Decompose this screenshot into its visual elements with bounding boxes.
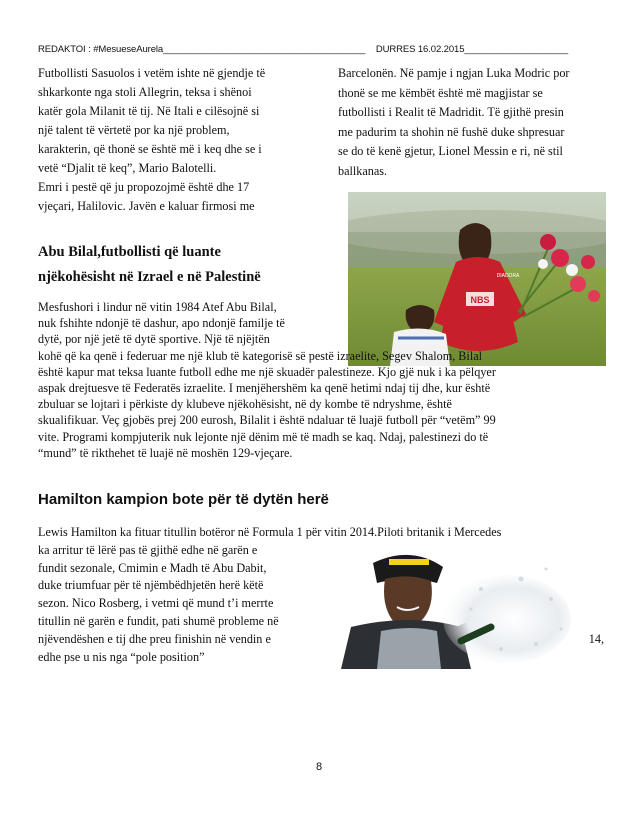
body-line-end: 14,: [588, 631, 604, 646]
text-line: Emri i pestë që ju propozojmë është dhe 17: [38, 180, 250, 194]
title-line: njëkohësisht në Izrael e në Palestinë: [38, 269, 261, 285]
body-line: “mund” të rikthehet të luajë në moshën 129-vjeçare.: [38, 445, 293, 460]
text-line: ballkanas.: [338, 163, 388, 178]
body-line: ka arritur të lërë pas të gjithë edhe në garën e: [38, 542, 258, 557]
body-line: aspak drejtuesve të Federatës izraelite. I menjëhershëm ka qenë hetimi ndaj tij dhe, kur është: [38, 380, 491, 395]
body-line-text: njëvendëshen e tij dhe preu finishin në vendin e: [38, 631, 271, 646]
page-header: [38, 44, 598, 58]
body-line: zbuluar se lojtari i përkiste dy klubeve njëkohësisht, në dy kombe të ndryshme, është: [38, 397, 452, 412]
text-line: Futbollisti Sasuolos i vetëm ishte në gjendje të: [38, 66, 266, 80]
body-line: skualifikuar. Veç gjobës prej 200 eurosh, Bilalit i është ndaluar të luajë futboll për “vetëm” 99: [38, 413, 496, 428]
body-line: sezon. Nico Rosberg, i vetmi që mund t’i merrte: [38, 596, 274, 611]
text-line: me padurim ta shohin në fushë duke shpresuar: [338, 124, 565, 139]
body-line: është kapur mat teksa luante futboll edhe me një skuadër palestineze. Kjo gjë nuk i ka pëlqyer: [38, 364, 496, 379]
body-line: nuk fshihte ndonjë të dashur, apo ndonjë familje të: [38, 316, 285, 331]
header-date: DURRES 16.02.2015____________________: [375, 44, 569, 55]
column-right: [338, 64, 603, 182]
body-line: titullin në garën e fundit, pati shumë probleme në: [38, 613, 279, 628]
body-line: fundit sezonale, Cmimin e Madh të Abu Dabit,: [38, 560, 267, 575]
text-line: vetë “Djalit të keq”, Mario Balotelli.: [38, 161, 217, 175]
text-line: thonë se me këmbët është më magjistar se: [338, 85, 543, 100]
text-line: vjeçari, Halilovic. Javën e kaluar firmosi me: [38, 199, 255, 213]
shirt-brand-text: DIADORA: [496, 273, 520, 279]
title-line: Abu Bilal,futbollisti që luante: [38, 244, 221, 260]
header-editor: REDAKTOI : #MesueseAurela_______________________________________: [38, 44, 366, 55]
body-line: duke triumfuar për të njëmbëdhjetën herë këtë: [38, 578, 264, 593]
text-line: karakterin, që thonë se është më i keq dhe se i: [38, 142, 262, 156]
article2-body: [38, 524, 604, 666]
text-line: Barcelonën. Në pamje i ngjan Luka Modric por: [338, 66, 570, 80]
body-line: dytë, por një jetë të dytë sportive. Një të njëjtën: [38, 332, 270, 347]
body-line: vite. Programi kompjuterik nuk lejonte një dënim më të madh se kaq. Ndaj, palestinezi do të: [38, 429, 489, 444]
page-number: 8: [315, 761, 323, 773]
body-line: [38, 631, 604, 649]
text-line: një talent të vërtetë por ka një problem,: [38, 123, 230, 137]
body-line: Lewis Hamilton ka fituar titullin botëror në Formula 1 për vitin 2014.Piloti britanik i Mercedes: [38, 525, 502, 539]
text-line: katër gola Milanit të tij. Në Itali e cilësojnë si: [38, 104, 260, 118]
body-line: kohë që ka qenë i federuar me një klub të kategorisë së pestë izraelite, Segev Shalom, Bilal: [38, 348, 483, 363]
article2-title: Hamilton kampion bote për të dytën herë: [38, 491, 329, 508]
article1-title: [38, 240, 261, 290]
column-left: [38, 64, 306, 216]
article1-body: [38, 299, 604, 461]
text-line: shkarkonte nga stoli Allegrin, teksa i shënoi: [38, 85, 252, 99]
body-line: Mesfushori i lindur në vitin 1984 Atef Abu Bilal,: [38, 300, 277, 314]
text-line: futbollisti i Realit të Madridit. Të gjithë presin: [338, 105, 564, 120]
body-line: edhe pse u nis nga “pole position”: [38, 649, 205, 664]
text-line: se do të kenë gjetur, Lionel Messin e ri, në stil: [338, 144, 563, 159]
shirt-sponsor-text: NBS: [470, 295, 490, 305]
